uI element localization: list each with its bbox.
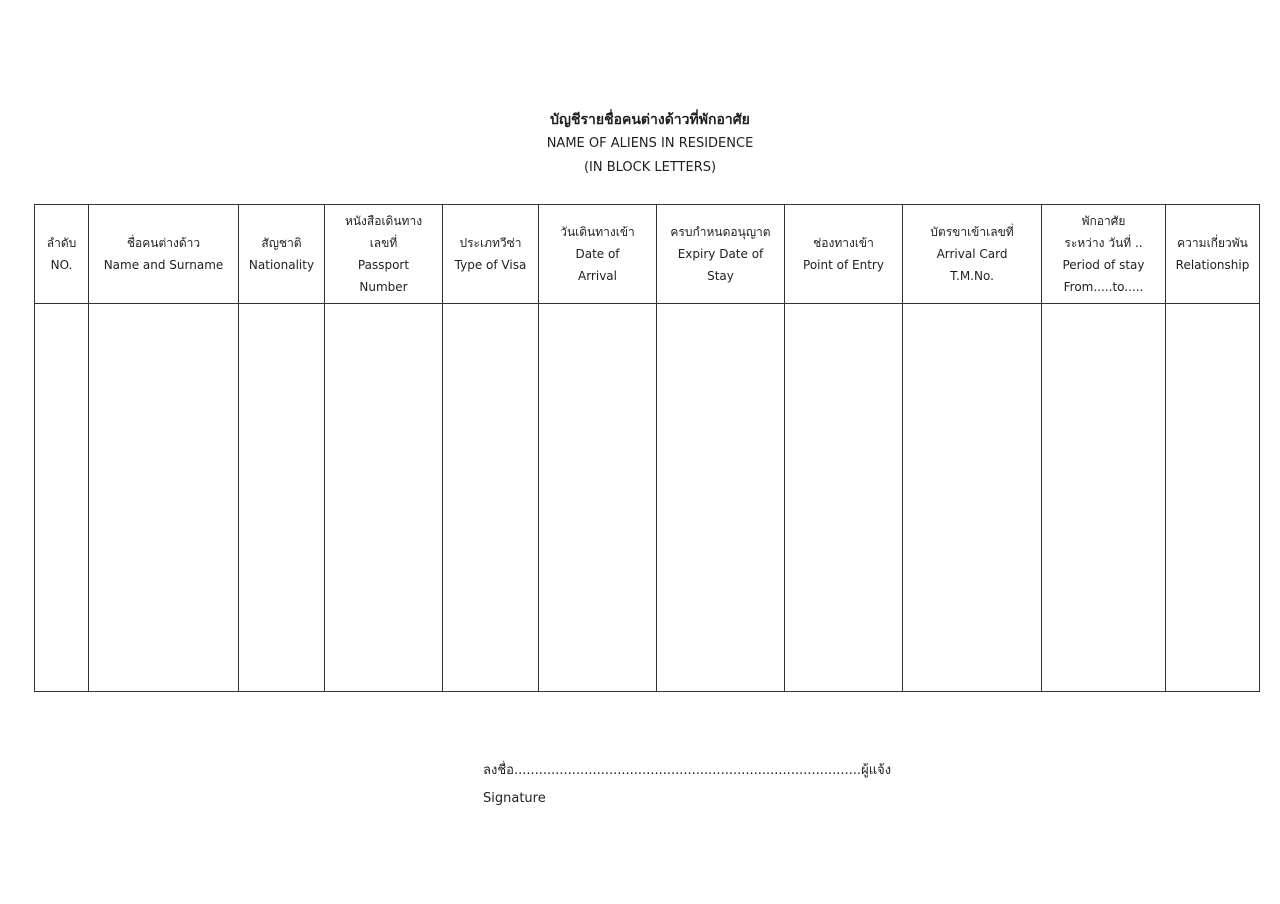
signature-line[interactable] bbox=[483, 757, 891, 785]
column-header-expiry-date: ครบกำหนดอนุญาต Expiry Date of Stay bbox=[657, 205, 785, 304]
column-header-relationship: ความเกี่ยวพัน Relationship bbox=[1166, 205, 1260, 304]
cell-no[interactable] bbox=[35, 304, 89, 692]
column-header-arrival-date: วันเดินทางเข้า Date of Arrival bbox=[539, 205, 657, 304]
column-header-name: ชื่อคนต่างด้าว Name and Surname bbox=[89, 205, 239, 304]
cell-period-of-stay[interactable] bbox=[1042, 304, 1166, 692]
cell-visa-type[interactable] bbox=[443, 304, 539, 692]
cell-relationship[interactable] bbox=[1166, 304, 1260, 692]
cell-arrival-card[interactable] bbox=[903, 304, 1042, 692]
table-row bbox=[35, 304, 1260, 692]
table-header-row bbox=[35, 205, 1260, 304]
signature-block bbox=[483, 757, 891, 813]
signature-label-thai: ลงชื่อ bbox=[483, 763, 514, 778]
column-header-passport: หนังสือเดินทาง เลขที่ Passport Number bbox=[325, 205, 443, 304]
column-header-visa-type: ประเภทวีซ่า Type of Visa bbox=[443, 205, 539, 304]
column-header-no: ลำดับ NO. bbox=[35, 205, 89, 304]
cell-arrival-date[interactable] bbox=[539, 304, 657, 692]
cell-point-of-entry[interactable] bbox=[785, 304, 903, 692]
column-header-arrival-card: บัตรขาเข้าเลขที่ Arrival Card T.M.No. bbox=[903, 205, 1042, 304]
cell-nationality[interactable] bbox=[239, 304, 325, 692]
column-header-period-of-stay: พักอาศัย ระหว่าง วันที่ .. Period of stay From.....to..... bbox=[1042, 205, 1166, 304]
column-header-nationality: สัญชาติ Nationality bbox=[239, 205, 325, 304]
cell-name[interactable] bbox=[89, 304, 239, 692]
form-title-block bbox=[0, 108, 1280, 180]
form-title-thai: บัญชีรายชื่อคนต่างด้าวที่พักอาศัย bbox=[550, 112, 750, 128]
form-title-english: NAME OF ALIENS IN RESIDENCE bbox=[546, 136, 754, 151]
column-header-point-of-entry: ช่องทางเข้า Point of Entry bbox=[785, 205, 903, 304]
signature-dotted-line: .................................................................................... bbox=[513, 763, 862, 778]
aliens-register-table bbox=[34, 204, 1260, 692]
form-subtitle: (IN BLOCK LETTERS) bbox=[583, 160, 717, 175]
signature-informant-label: ผู้แจ้ง bbox=[861, 763, 892, 778]
signature-label-english: Signature bbox=[483, 791, 546, 806]
cell-passport[interactable] bbox=[325, 304, 443, 692]
cell-expiry-date[interactable] bbox=[657, 304, 785, 692]
